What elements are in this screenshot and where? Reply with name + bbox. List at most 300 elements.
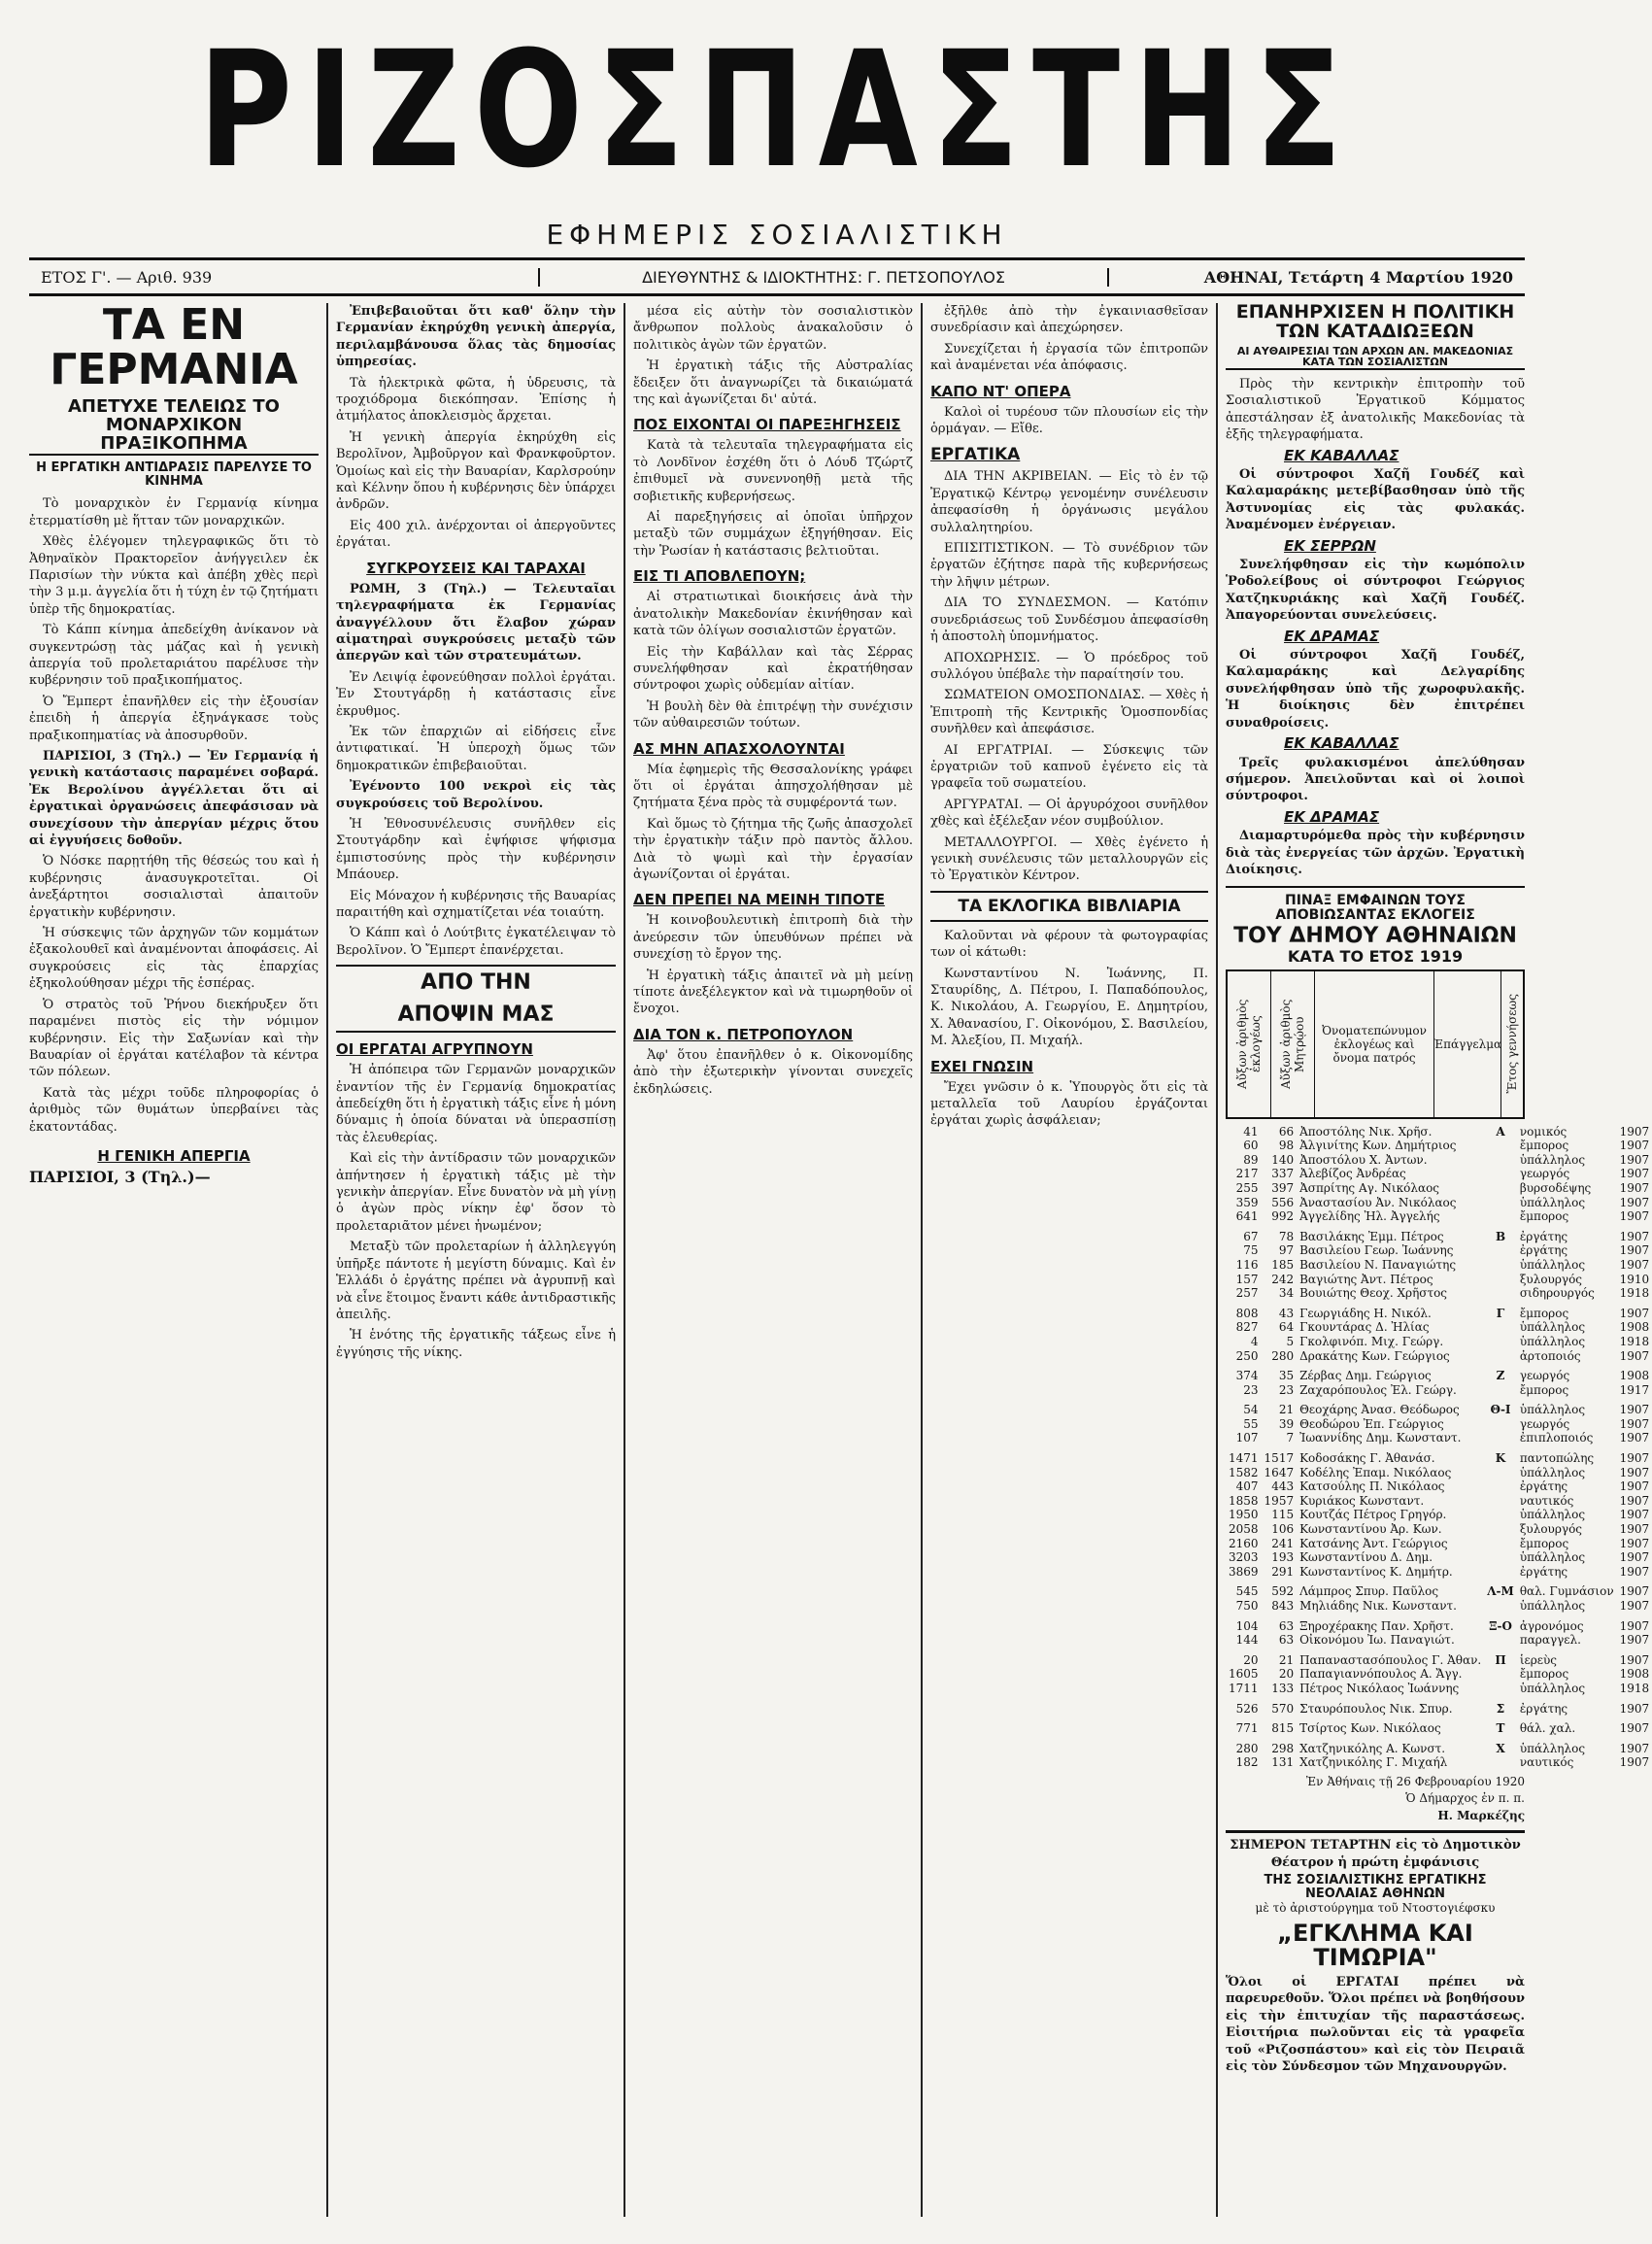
table-cell: Μηλιάδης Νικ. Κωνσταντ.	[1299, 1599, 1457, 1614]
table-cell: ξυλουργός	[1519, 1522, 1583, 1537]
table-row	[1226, 1537, 1652, 1551]
table-cell	[1484, 1431, 1517, 1445]
table-cell: Ἰωαννίδης Δημ. Κωνσταντ.	[1299, 1431, 1462, 1445]
table-cell: Τ	[1496, 1721, 1505, 1736]
ad-text: Ὅλοι οἱ ΕΡΓΑΤΑΙ πρέπει νὰ παρευρεθοῦν. Ὅλοι πρέπει νὰ βοηθήσουν εἰς τὴν ἐπιτυχίαν τῆς παραστάσεως. Εἰσιτήρια πωλοῦνται εἰς τὰ γραφεῖα τοῦ «Ριζοσπάστου» καὶ εἰς τὸν Πειραιᾶ εἰς τὸν Σύνδεσμον τῶν Μηχανουργῶν.	[1226, 1975, 1525, 2075]
table-row	[1226, 1383, 1652, 1398]
table-cell: Κ	[1495, 1451, 1506, 1466]
paragraph: Τρεῖς φυλακισμένοι ἀπελύθησαν σήμερον. Ἀπειλοῦνται καὶ οἱ λοιποὶ σύντροφοι.	[1226, 755, 1525, 804]
table-cell: Οἰκονόμου Ἰω. Παναγιώτ.	[1299, 1633, 1455, 1648]
table-cell	[1484, 1167, 1517, 1181]
table-cell: 1907	[1619, 1652, 1650, 1667]
table-cell: 1957	[1264, 1493, 1295, 1508]
table-cell: Χ	[1496, 1741, 1505, 1755]
table-header-cell: Ἔτος γεννήσεως	[1505, 994, 1519, 1094]
table-cell: γεωργός	[1519, 1369, 1570, 1383]
table-cell: ἀγρονόμος	[1519, 1618, 1584, 1633]
section-general-strike: Η ΓΕΝΙΚΗ ΑΠΕΡΓΙΑ	[97, 1146, 251, 1165]
paragraph: Ἡ Ἐθνοσυνέλευσις συνῆλθεν εἰς Στουτγάρδην καὶ ἐψήφισε ψήφισμα ἐμπιστοσύνης πρὸς τὴν κυβέρνησιν Μπάουερ.	[336, 816, 616, 883]
table-row	[1226, 1153, 1652, 1168]
table-cell: 66	[1278, 1124, 1295, 1139]
table-cell: 1907	[1619, 1180, 1650, 1195]
table-cell: 89	[1243, 1152, 1259, 1167]
table-cell: 1907	[1619, 1721, 1650, 1736]
table-cell: 1907	[1619, 1465, 1650, 1479]
table-cell: 7	[1286, 1431, 1295, 1445]
table-cell: 337	[1271, 1167, 1295, 1181]
table-row	[1226, 1667, 1652, 1682]
paragraph: Συνελήφθησαν εἰς τὴν κωμόπολιν Ῥοδολείβους οἱ σύντροφοι Γεώργιος Χατζηκυριάκης καὶ Χαζῆ Γουδέζ. Ἀπαγορεύονται συνελεύσεις.	[1226, 558, 1525, 624]
section-clashes: ΣΥΓΚΡΟΥΣΕΙΣ ΚΑΙ ΤΑΡΑΧΑΙ	[366, 559, 586, 577]
article-capo-opera	[930, 404, 1208, 438]
table-cell: ἔμπορος	[1519, 1382, 1569, 1397]
table-row	[1226, 1716, 1652, 1736]
table-cell: 298	[1271, 1741, 1295, 1755]
table-cell: 1471	[1229, 1451, 1259, 1466]
article-nothing-remain	[633, 912, 913, 1017]
section-misunderstandings: ΠΟΣ ΕΙΧΟΝΤΑΙ ΟΙ ΠΑΡΕΞΗΓΗΣΕΙΣ	[633, 416, 901, 434]
ad-organization: ΤΗΣ ΣΟΣΙΑΛΙΣΤΙΚΗΣ ΕΡΓΑΤΙΚΗΣ ΝΕΟΛΑΙΑΣ ΑΘΗΝΩΝ	[1264, 1872, 1487, 1901]
table-row	[1226, 1286, 1652, 1301]
table-cell: 1907	[1619, 1306, 1650, 1320]
table-cell: Θεοχάρης Ἀνασ. Θεόδωρος	[1299, 1403, 1460, 1417]
paragraph: Εἰς 400 χιλ. ἀνέρχονται οἱ ἀπεργοῦντες ἐργάται.	[336, 518, 616, 551]
table-cell: 1907	[1619, 1167, 1650, 1181]
table-row	[1226, 1335, 1652, 1349]
table-cell: ἐργάτης	[1519, 1564, 1568, 1579]
paragraph: Χθὲς ἐλέγομεν τηλεγραφικῶς ὅτι τὸ Ἀθηναϊκὸν Πρακτορεῖον ἀνήγγειλεν ἐκ Παρισίων τὴν νύκτα καὶ ἀπέβη χθὲς περὶ τὴν 3 μ.μ. ἀγγελία ὅτι ἡ τύχη ἐν τῷ ζητήματι ὑπὲρ τῆς δημοκρατίας.	[29, 534, 319, 617]
table-cell: 526	[1235, 1701, 1259, 1716]
table-cell: 107	[1235, 1431, 1259, 1445]
table-cell: 242	[1271, 1272, 1295, 1286]
table-cell	[1484, 1466, 1517, 1480]
table-cell: 241	[1271, 1536, 1295, 1550]
table-cell: 280	[1271, 1348, 1295, 1363]
table-cell: ἔμπορος	[1519, 1667, 1569, 1682]
issue-number: ΕΤΟΣ Γ'. — Αριθ. 939	[41, 267, 213, 287]
table-cell: ἔμπορος	[1519, 1209, 1569, 1224]
table-cell	[1484, 1494, 1517, 1509]
table-cell: 35	[1278, 1369, 1295, 1383]
ad-title: „ΕΓΚΛΗΜΑ ΚΑΙ ΤΙΜΩΡΙΑ"	[1277, 1919, 1473, 1971]
box-head-view: ΑΠΟΨΙΝ ΜΑΣ	[336, 999, 616, 1033]
table-cell: 359	[1235, 1195, 1259, 1209]
table-cell: 1517	[1264, 1451, 1295, 1466]
table-row	[1226, 1479, 1652, 1494]
table-cell: Χατζηνικόλης Α. Κωνστ.	[1299, 1741, 1446, 1755]
paragraph: ΑΠΟΧΩΡΗΣΙΣ. — Ὁ πρόεδρος τοῦ συλλόγου ὑπέβαλε τὴν παραίτησίν του.	[930, 650, 1208, 682]
article-persecutions	[1226, 376, 1525, 878]
table-row	[1226, 1565, 1652, 1580]
masthead-subtitle: ΕΦΗΜΕΡΙΣ ΣΟΣΙΑΛΙΣΤΙΚΗ	[546, 219, 1008, 251]
column-4	[930, 303, 1208, 2217]
table-cell: 2160	[1229, 1536, 1259, 1550]
table-cell: 98	[1278, 1139, 1295, 1153]
paragraph: Ἡ ἀπόπειρα τῶν Γερμανῶν μοναρχικῶν ἐναντίον τῆς ἐν Γερμανίᾳ δημοκρατίας ἀπεδείχθη ὅτι ἡ ἐργατικὴ τάξις εἶνε ἡ μόνη δύναμις ἡ ὁποία δύναται νὰ ὑπερασπίσῃ τὰς ἐλευθερίας.	[336, 1063, 616, 1145]
table-cell	[1484, 1335, 1517, 1349]
table-cell: ὑπάλληλος	[1519, 1403, 1586, 1417]
table-cell: 20	[1278, 1667, 1295, 1682]
section-what-aim: ΕΙΣ ΤΙ ΑΠΟΒΛΕΠΟΥΝ;	[633, 567, 806, 586]
table-cell: 808	[1235, 1306, 1259, 1320]
table-cell: 992	[1271, 1209, 1295, 1224]
table-cell: 1907	[1619, 1451, 1650, 1466]
theatre-ad	[1226, 1830, 1525, 2075]
column-1	[29, 300, 319, 2217]
table-cell: 157	[1235, 1272, 1259, 1286]
table-cell: 1907	[1619, 1493, 1650, 1508]
paragraph: Τὸ μοναρχικὸν ἐν Γερμανίᾳ κίνημα ἐτερματίσθη μὲ ἥτταν τῶν μοναρχικῶν.	[29, 496, 319, 528]
table-cell: Σ	[1496, 1701, 1505, 1716]
place-heading: ΕΚ ΚΑΒΑΛΛΑΣ	[1284, 446, 1399, 464]
table-cell: 1907	[1619, 1209, 1650, 1224]
table-cell: 21	[1278, 1652, 1295, 1667]
table-cell: 1907	[1619, 1479, 1650, 1494]
table-cell: Γεωργιάδης Η. Νικόλ.	[1299, 1306, 1432, 1320]
table-cell: 55	[1243, 1416, 1259, 1431]
article-what-aim	[633, 589, 913, 731]
masthead-title: ΡΙΖΟΣΠΑΣΤΗΣ	[198, 17, 1356, 204]
section-not-occupied: ΑΣ ΜΗΝ ΑΠΑΣΧΟΛΟΥΝΤΑΙ	[633, 739, 845, 758]
paragraph: Ἐγένοντο 100 νεκροὶ εἰς τὰς συγκρούσεις τοῦ Βερολίνου.	[336, 779, 616, 811]
table-row	[1226, 1209, 1652, 1224]
table-row	[1226, 1243, 1652, 1258]
table-cell: Κατσούλης Π. Νικόλαος	[1299, 1479, 1445, 1494]
table-cell: ἀρτοποιός	[1519, 1348, 1581, 1363]
table-cell: 4	[1250, 1334, 1259, 1348]
table-cell: γεωργός	[1519, 1167, 1570, 1181]
table-cell	[1484, 1417, 1517, 1432]
table-cell: Ξηροχέρακης Παν. Χρῆστ.	[1299, 1618, 1454, 1633]
table-header-cell: Ἐπάγγελμα	[1434, 971, 1501, 1117]
article-labour	[930, 468, 1208, 884]
table-cell	[1484, 1565, 1517, 1580]
table-cell: 1908	[1619, 1667, 1650, 1682]
article-germany-cont	[336, 303, 616, 552]
table-cell: 1907	[1619, 1508, 1650, 1522]
table-cell: 374	[1235, 1369, 1259, 1383]
table-cell: Ἀσπρίτης Αγ. Νικόλαος	[1299, 1180, 1440, 1195]
paragraph: Τὸ Κάππ κίνημα ἀπεδείχθη ἀνίκανον νὰ συγκεντρώσῃ τὰς μάζας καὶ ἡ γενικὴ ἀπεργία τοῦ προλεταριάτου παρέλυσε τὴν κυβέρνησιν τοῦ πραξικοπήματος.	[29, 623, 319, 689]
paragraph: ΜΕΤΑΛΛΟΥΡΓΟΙ. — Χθὲς ἐγένετο ἡ γενικὴ συνέλευσις τῶν μεταλλουργῶν εἰς τὸ Ἐργατικὸν Κέντρον.	[930, 834, 1208, 884]
table-row	[1226, 1417, 1652, 1432]
table-cell: 827	[1235, 1320, 1259, 1335]
table-cell: 1907	[1619, 1755, 1650, 1770]
article-col3-top	[633, 303, 913, 408]
table-cell	[1484, 1667, 1517, 1682]
table-row	[1226, 1466, 1652, 1480]
table-cell: Ἀποστόλου Χ. Ἀντων.	[1299, 1152, 1428, 1167]
table-cell: 41	[1243, 1124, 1259, 1139]
table-cell: 1907	[1619, 1564, 1650, 1579]
paragraph: Οἱ σύντροφοι Χαζῆ Γουδέζ καὶ Καλαμαράκης μετεβίβασθησαν ὑπὸ τῆς Ἀστυνομίας εἰς τὰς φυλακάς. Ἀναμένομεν ἐνέργειαν.	[1226, 467, 1525, 533]
table-cell: 771	[1235, 1721, 1259, 1736]
table-cell: 397	[1271, 1180, 1295, 1195]
paragraph: Ἡ ἑνότης τῆς ἐργατικῆς τάξεως εἶνε ἡ ἐγγύησις τῆς νίκης.	[336, 1328, 616, 1360]
table-cell	[1484, 1633, 1517, 1648]
table-cell	[1484, 1508, 1517, 1522]
table-cell: 1907	[1619, 1152, 1650, 1167]
paragraph: Κωνσταντίνου Ν. Ἰωάννης, Π. Σταυρίδης, Δ. Πέτρου, Ι. Παπαδόπουλος, Κ. Νικολάου, Α. Γεωργίου, Ε. Δημητρίου, Χ. Ἀθανασίου, Γ. Οἰκονόμου, Σ. Βασιλείου, Μ. Ἀλεξίου, Π. Μιχαήλ.	[930, 966, 1208, 1049]
table-row	[1226, 1301, 1652, 1321]
table-cell: 217	[1235, 1167, 1259, 1181]
table-cell: ἔμπορος	[1519, 1536, 1569, 1550]
column-rule	[1216, 303, 1218, 2217]
table-cell: 23	[1243, 1382, 1259, 1397]
table-cell: Π	[1495, 1652, 1506, 1667]
table-cell: 144	[1235, 1633, 1259, 1648]
table-cell: Ζ	[1496, 1369, 1505, 1383]
paragraph: Ὁ Ἔμπερτ ἐπανῆλθεν εἰς τὴν ἐξουσίαν ἐπειδὴ ἡ ἀπεργία ἐξηνάγκασε τοὺς πραξικοπηματίας νὰ ἀποσυρθοῦν.	[29, 694, 319, 743]
table-cell: 60	[1243, 1139, 1259, 1153]
table-cell: 1950	[1229, 1508, 1259, 1522]
table-cell: 97	[1278, 1243, 1295, 1258]
table-cell: 1918	[1619, 1334, 1650, 1348]
paragraph: Ἡ σύσκεψις τῶν ἀρχηγῶν τῶν κομμάτων ἐξακολουθεῖ καὶ ἀναμένονται ἀποφάσεις. Αἱ συγκρούσεις εἰς τὰς ἐπαρχίας ἐξηκολούθησαν μέχρι τῆς ἑσπέρας.	[29, 926, 319, 992]
paragraph: Καὶ εἰς τὴν ἀντίδρασιν τῶν μοναρχικῶν ἀπήντησεν ἡ ἐργατικὴ τάξις μὲ τὴν γενικὴν ἀπεργίαν. Εἶνε δυνατὸν νὰ μὴ γίνῃ ὁ ἀγὼν πρὸς νίκην ἐφ' ὅσον τὸ προλεταριᾶτον μένει ἡνωμένον;	[336, 1151, 616, 1234]
newspaper-page	[29, 17, 1650, 2225]
table-cell: ὑπάλληλος	[1519, 1550, 1586, 1565]
table-cell: 63	[1278, 1618, 1295, 1633]
table-row	[1226, 1682, 1652, 1696]
table-cell: Κατσάνης Ἀντ. Γεώργιος	[1299, 1536, 1448, 1550]
box-electoral-books: ΤΑ ΕΚΛΟΓΙΚΑ ΒΙΒΛΙΑΡΙΑ	[930, 891, 1208, 922]
dispatch-paris: ΠΑΡΙΣΙΟΙ, 3 (Τηλ.)—	[29, 1167, 211, 1186]
table-cell: ὑπάλληλος	[1519, 1257, 1586, 1272]
deck-persecutions: ΑΙ ΑΥΘΑΙΡΕΣΙΑΙ ΤΩΝ ΑΡΧΩΝ ΑΝ. ΜΑΚΕΔΟΝΙΑΣ ΚΑΤΑ ΤΩΝ ΣΟΣΙΑΛΙΣΤΩΝ	[1226, 346, 1525, 370]
table-cell: Κωνσταντίνος Κ. Δημήτρ.	[1299, 1564, 1453, 1579]
table-cell: 1907	[1619, 1348, 1650, 1363]
table-cell: γεωργός	[1519, 1416, 1570, 1431]
table-footer-date: Ἐν Ἀθήναις τῇ 26 Φεβρουαρίου 1920	[1305, 1774, 1525, 1788]
table-cell: 407	[1235, 1479, 1259, 1494]
table-cell	[1484, 1537, 1517, 1551]
table-cell: Πέτρος Νικόλαος Ἰωάννης	[1299, 1681, 1460, 1695]
paragraph: μέσα εἰς αὐτὴν τὸν σοσιαλιστικὸν ἄνθρωπον πολλοὺς ἀνακαλοῦσιν ὁ πολιτικὸς ἀγὼν τῶν ἐργατῶν.	[633, 304, 913, 353]
paragraph: Κατὰ τὰ τελευταῖα τηλεγραφήματα εἰς τὸ Λονδῖνον ἐσχέθη ὅτι ὁ Λόυδ Τζώρτζ ἐπιθυμεῖ νὰ συνεννοηθῇ μετὰ τῆς σοβιετικῆς κυβερνήσεως.	[633, 438, 913, 504]
table-cell: 1907	[1619, 1139, 1650, 1153]
table-cell	[1484, 1599, 1517, 1614]
table-row	[1226, 1550, 1652, 1565]
table-cell	[1484, 1755, 1517, 1770]
deceased-voters-table-block	[1226, 886, 1650, 1824]
paragraph: Μία ἐφημερὶς τῆς Θεσσαλονίκης γράφει ὅτι οἱ ἐργάται ἀπησχολήθησαν μὲ ζητήματα ξένα πρὸς τὰ συμφέροντά των.	[633, 762, 913, 811]
table-cell: 104	[1235, 1618, 1259, 1633]
table-cell	[1484, 1522, 1517, 1537]
table-cell: 182	[1235, 1755, 1259, 1770]
table-row	[1226, 1119, 1652, 1139]
table-cell: Ζέρβας Δημ. Γεώργιος	[1299, 1369, 1432, 1383]
paragraph: Καὶ ὅμως τὸ ζήτημα τῆς ζωῆς ἀπασχολεῖ τὴν ἐργατικὴν τάξιν πρὸ παντὸς ἄλλου. Διὰ τὸ ψωμὶ καὶ τὴν ἐργασίαν ἀγωνίζονται οἱ ἐργάται.	[633, 816, 913, 882]
table-cell: 1907	[1619, 1633, 1650, 1648]
table-cell: Ἀναστασίου Ἀν. Νικόλαος	[1299, 1195, 1457, 1209]
table-cell: Γκολφινόπ. Μιχ. Γεώργ.	[1299, 1334, 1444, 1348]
table-cell: 5	[1286, 1334, 1295, 1348]
table-row	[1226, 1522, 1652, 1537]
article-not-occupied	[633, 762, 913, 884]
paragraph: ΡΩΜΗ, 3 (Τηλ.) — Τελευταῖαι τηλεγραφήματα ἐκ Γερμανίας ἀναγγέλλουν ὅτι ἔλαβον χώραν αἱματηραὶ συγκρούσεις μεταξὺ τῶν ἀπεργῶν καὶ τῶν στρατευμάτων.	[336, 581, 616, 664]
table-cell: 193	[1271, 1550, 1295, 1565]
article-clashes	[336, 581, 616, 960]
table-cell: 843	[1271, 1599, 1295, 1614]
table-cell: ὑπάλληλος	[1519, 1681, 1586, 1695]
table-cell	[1484, 1273, 1517, 1287]
article-petropoulos	[633, 1047, 913, 1098]
article-col4-top	[930, 303, 1208, 375]
table-cell: 1858	[1229, 1493, 1259, 1508]
article-workers-vigilant	[336, 1062, 616, 1361]
place-heading: ΕΚ ΔΡΑΜΑΣ	[1284, 627, 1380, 645]
dateline: ΑΘΗΝΑΙ, Τετάρτη 4 Μαρτίου 1920	[1203, 267, 1513, 287]
paragraph: Ἡ βουλὴ δὲν θὰ ἐπιτρέψῃ τὴν συνέχισιν τῶν αὐθαιρεσιῶν τούτων.	[633, 698, 913, 731]
article-electoral-books	[930, 928, 1208, 1050]
table-cell: 255	[1235, 1180, 1259, 1195]
table-row	[1226, 1599, 1652, 1614]
table-cell: 43	[1278, 1306, 1295, 1320]
table-cell	[1484, 1383, 1517, 1398]
table-cell: 21	[1278, 1403, 1295, 1417]
table-cell: Βασιλείου Γεωρ. Ἰωάννης	[1299, 1243, 1454, 1258]
table-header-cell: Ὀνοματεπώνυμον ἐκλογέως καὶ ὄνομα πατρός	[1315, 971, 1434, 1117]
section-labour: ΕΡΓΑΤΙΚΑ	[930, 445, 1021, 465]
table-cell: Βασιλείου Ν. Παναγιώτης	[1299, 1257, 1457, 1272]
table-cell: 1907	[1619, 1536, 1650, 1550]
table-cell: ἐργάτης	[1519, 1229, 1568, 1243]
table-cell: Δρακάτης Κων. Γεώργιος	[1299, 1348, 1450, 1363]
table-cell	[1484, 1153, 1517, 1168]
table-cell: 67	[1243, 1229, 1259, 1243]
table-cell: θαλ. Γυμνάσιον	[1519, 1584, 1614, 1599]
table-footer-signature: Η. Μαρκέζης	[1437, 1808, 1525, 1822]
table-cell: Ἀποστόλης Νικ. Χρῆσ.	[1299, 1124, 1433, 1139]
paragraph: ΑΙ ΕΡΓΑΤΡΙΑΙ. — Σύσκεψις τῶν ἐργατριῶν τοῦ καπνοῦ ἐγένετο εἰς τὰ γραφεῖα τοῦ σωματείου.	[930, 742, 1208, 792]
table-cell: Κωνσταντίνου Ἀρ. Κων.	[1299, 1522, 1442, 1537]
table-cell	[1484, 1550, 1517, 1565]
table-row	[1226, 1181, 1652, 1196]
table-cell: Ξ-Ο	[1489, 1618, 1512, 1633]
table-cell	[1484, 1258, 1517, 1273]
table-cell: θάλ. χαλ.	[1519, 1721, 1576, 1736]
table-header-cell: Αὔξων ἀριθμὸς ἐκλογέως	[1228, 971, 1271, 1117]
deceased-voters-table	[1226, 1119, 1652, 1770]
table-row	[1226, 1648, 1652, 1668]
paragraph: ἐξῆλθε ἀπὸ τὴν ἐγκαινιασθεῖσαν συνεδρίασιν καὶ ἀπεχώρησεν.	[930, 304, 1208, 336]
paragraph: Καλοῦνται νὰ φέρουν τὰ φωτογραφίας των οἱ κάτωθι:	[930, 928, 1208, 961]
article-germany	[29, 495, 319, 1136]
table-cell: Κουτζάς Πέτρος Γρηγόρ.	[1299, 1508, 1447, 1522]
table-cell: 1907	[1619, 1195, 1650, 1209]
table-row	[1226, 1736, 1652, 1756]
table-cell: Βασιλάκης Ἐμμ. Πέτρος	[1299, 1229, 1444, 1243]
table-row	[1226, 1320, 1652, 1335]
table-row	[1226, 1139, 1652, 1153]
deck-germany: Η ΕΡΓΑΤΙΚΗ ΑΝΤΙΔΡΑΣΙΣ ΠΑΡΕΛΥΣΕ ΤΟ ΚΙΝΗΜΑ	[36, 460, 312, 489]
section-nothing-remain: ΔΕΝ ΠΡΕΠΕΙ ΝΑ ΜΕΙΝΗ ΤΙΠΟΤΕ	[633, 891, 886, 909]
table-row	[1226, 1445, 1652, 1466]
paragraph: Διαμαρτυρόμεθα πρὸς τὴν κυβέρνησιν διὰ τὰς ἐνεργείας τῶν ἀρχῶν. Ἐργατικὴ Διοίκησις.	[1226, 829, 1525, 877]
paragraph: Ἡ γενικὴ ἀπεργία ἐκηρύχθη εἰς Βερολῖνον, Ἀμβοῦργον καὶ Φρανκφοῦρτον. Ὁμοίως καὶ εἰς τὴν Βαυαρίαν, Καρλσρούην καὶ Κέλνην ὅπου ἡ κυβέρνησις δὲν ὑπάρχει ἀνδρῶν.	[336, 429, 616, 513]
paragraph: Ἐπιβεβαιοῦται ὅτι καθ' ὅλην τὴν Γερμανίαν ἐκηρύχθη γενικὴ ἀπεργία, περιλαμβάνουσα ὅλας τὰς δημοσίας ὑπηρεσίας.	[336, 304, 616, 370]
table-cell	[1484, 1181, 1517, 1196]
section-workers-vigilant: ΟΙ ΕΡΓΑΤΑΙ ΑΓΡΥΠΝΟΥΝ	[336, 1040, 533, 1059]
table-cell: 1907	[1619, 1618, 1650, 1633]
table-cell: Βουιώτης Θεοχ. Χρῆστος	[1299, 1286, 1448, 1301]
paragraph: Αἱ παρεξηγήσεις αἱ ὁποῖαι ὑπῆρχον μεταξὺ τῶν συμμάχων ἐξηγήθησαν. Εἰς τὴν Ῥωσίαν ἡ κατάστασις βελτιοῦται.	[633, 510, 913, 559]
table-cell: Βαγιώτης Ἀντ. Πέτρος	[1299, 1272, 1433, 1286]
table-cell: 34	[1278, 1286, 1295, 1301]
table-cell: 64	[1278, 1320, 1295, 1335]
paragraph: ΕΠΙΣΙΤΙΣΤΙΚΟΝ. — Τὸ συνέδριον τῶν ἐργατῶν ἐζήτησε παρὰ τῆς κυβερνήσεως τὴν λῆψιν μέτρων.	[930, 541, 1208, 590]
table-cell: 641	[1235, 1209, 1259, 1224]
table-cell	[1484, 1196, 1517, 1210]
table-cell: 1908	[1619, 1369, 1650, 1383]
table-cell: ναυτικός	[1519, 1493, 1574, 1508]
table-cell: ὑπάλληλος	[1519, 1599, 1586, 1614]
table-cell: Σταυρόπουλος Νικ. Σπυρ.	[1299, 1701, 1453, 1716]
table-cell	[1484, 1139, 1517, 1153]
paragraph: Ὁ Νόσκε παρῃτήθη τῆς θέσεώς του καὶ ἡ κυβέρνησις ἀνασυγκροτεῖται. Οἱ ἀνεξάρτητοι σοσιαλισταὶ ἀπαιτοῦν ἐργατικὴν κυβέρνησιν.	[29, 854, 319, 920]
table-cell: 291	[1271, 1564, 1295, 1579]
table-cell: παντοπώλης	[1519, 1451, 1595, 1466]
table-cell: 750	[1235, 1599, 1259, 1614]
table-cell: Κωνσταντίνου Δ. Δημ.	[1299, 1550, 1433, 1565]
table-cell: ὑπάλληλος	[1519, 1741, 1586, 1755]
column-2	[336, 303, 616, 2217]
column-rule	[921, 303, 923, 2217]
table-cell: 556	[1271, 1195, 1295, 1209]
place-heading: ΕΚ ΔΡΑΜΑΣ	[1284, 807, 1380, 826]
table-cell: 1907	[1619, 1243, 1650, 1258]
table-cell: 1711	[1229, 1681, 1259, 1695]
paragraph: Τὰ ἡλεκτρικὰ φῶτα, ἡ ὑδρευσις, τὰ τροχιόδρομα διεκόπησαν. Ἐπίσης ἡ ἀτμήλατος ἀποκλεισμὸς ἄρχεται.	[336, 375, 616, 425]
place-heading: ΕΚ ΣΕΡΡΩΝ	[1284, 536, 1376, 555]
table-cell	[1484, 1243, 1517, 1258]
table-cell: ὑπάλληλος	[1519, 1320, 1586, 1335]
table-row	[1226, 1579, 1652, 1599]
paragraph: Ἐκ τῶν ἐπαρχιῶν αἱ εἰδήσεις εἶνε ἀντιφατικαί. Ἡ ὑπεροχὴ ὅμως τῶν δημοκρατικῶν ἐπιβεβαιοῦται.	[336, 724, 616, 773]
table-cell: ὑπάλληλος	[1519, 1334, 1586, 1348]
table-cell: Κυριάκος Κωνσταντ.	[1299, 1493, 1425, 1508]
table-cell: ἐργάτης	[1519, 1701, 1568, 1716]
paragraph: Ἔχει γνῶσιν ὁ κ. Ὑπουργὸς ὅτι εἰς τὰ μεταλλεῖα τοῦ Λαυρίου ἐργάζονται ἐργάται χωρὶς ἀσφάλειαν;	[930, 1079, 1208, 1129]
table-cell: ἐπιπλοποιός	[1519, 1431, 1594, 1445]
box-head-from: ΑΠΟ ΤΗΝ	[336, 965, 616, 999]
subheadline-germany: ΑΠΕΤΥΧΕ ΤΕΛΕΙΩΣ ΤΟ ΜΟΝΑΡΧΙΚΟΝ ΠΡΑΞΙΚΟΠΗΜΑ	[29, 398, 319, 456]
table-cell: 1918	[1619, 1286, 1650, 1301]
column-rule	[326, 303, 328, 2217]
table-cell: ναυτικός	[1519, 1755, 1574, 1770]
table-cell: 280	[1235, 1741, 1259, 1755]
table-row	[1226, 1614, 1652, 1634]
table-cell: ὑπάλληλος	[1519, 1465, 1586, 1479]
table-row	[1226, 1633, 1652, 1648]
table-row	[1226, 1224, 1652, 1244]
table-cell: 1605	[1229, 1667, 1259, 1682]
table-cell: 20	[1243, 1652, 1259, 1667]
table-cell	[1484, 1320, 1517, 1335]
table-cell: 545	[1235, 1584, 1259, 1599]
section-capo-opera: ΚΑΠΟ ΝΤ' ΟΠΕΡΑ	[930, 382, 1071, 400]
table-cell: 133	[1271, 1681, 1295, 1695]
table-header	[1226, 969, 1525, 1119]
table-cell: 78	[1278, 1229, 1295, 1243]
table-row	[1226, 1431, 1652, 1445]
paragraph: Ἡ ἐργατικὴ τάξις τῆς Αὐστραλίας ἔδειξεν ὅτι ἀναγνωρίζει τὰ δικαιώματά της καὶ ἀγωνίζεται δι' αὐτά.	[633, 358, 913, 408]
paragraph: ΣΩΜΑΤΕΙΟΝ ΟΜΟΣΠΟΝΔΙΑΣ. — Χθὲς ἡ Ἐπιτροπὴ τῆς Κεντρικῆς Ὁμοσπονδίας συνῆλθεν καὶ ἀπεφάσισε.	[930, 688, 1208, 737]
table-cell: ξυλουργός	[1519, 1272, 1583, 1286]
paragraph: Μεταξὺ τῶν προλεταρίων ἡ ἀλληλεγγύη ὑπῆρξε πάντοτε ἡ μεγίστη δύναμις. Καὶ ἐν Ἑλλάδι ὁ ἐργάτης πρέπει νὰ ἀγρυπνῇ καὶ νὰ εἶνε ἕτοιμος ἔναντι κάθε ἀντιδραστικῆς ἀπειλῆς.	[336, 1240, 616, 1322]
table-cell: 3203	[1229, 1550, 1259, 1565]
